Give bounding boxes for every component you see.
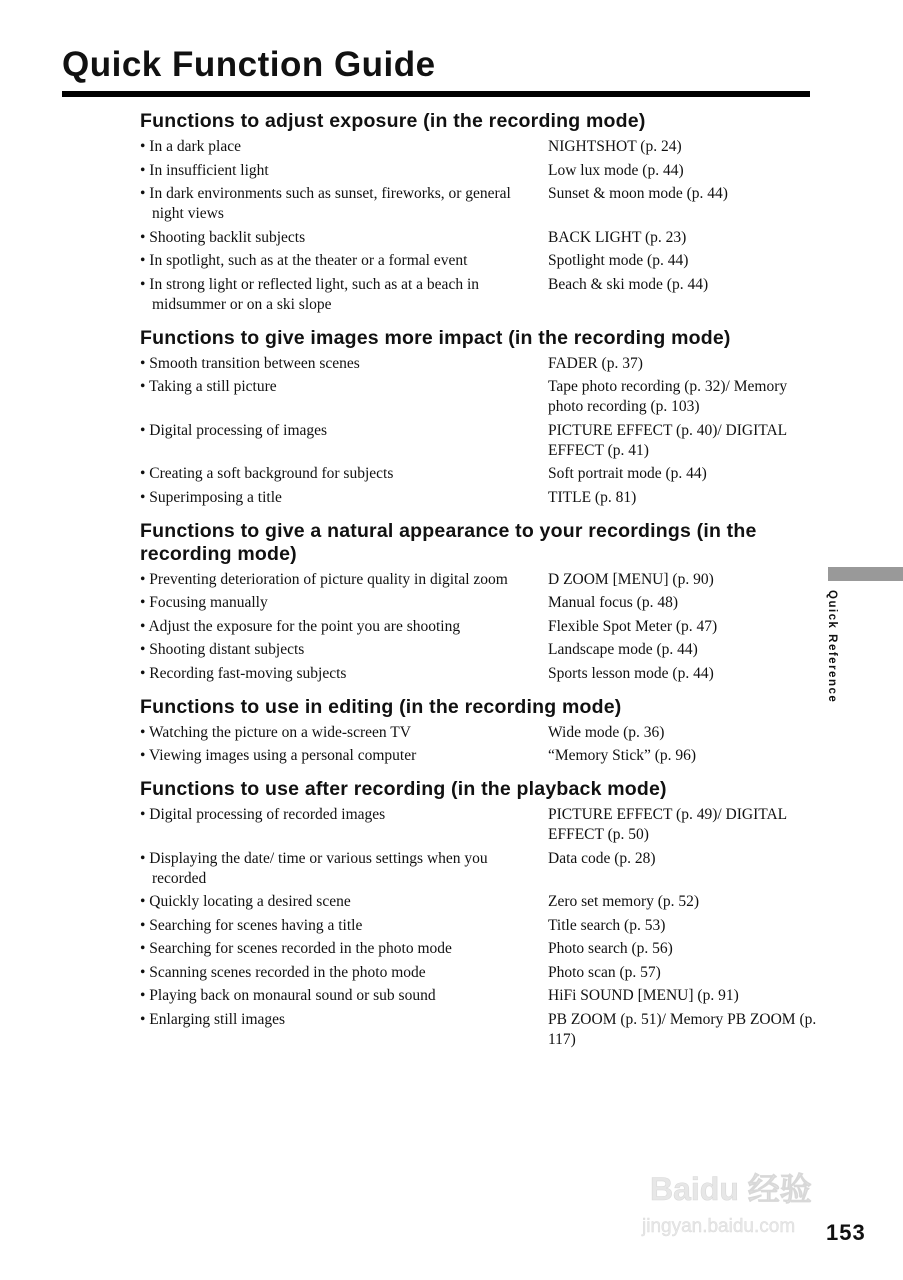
function-reference: HiFi SOUND [MENU] (p. 91): [548, 987, 739, 1004]
function-reference: NIGHTSHOT (p. 24): [548, 138, 682, 155]
function-row: [140, 963, 820, 983]
function-reference: PICTURE EFFECT (p. 49)/ DIGITAL EFFECT (p. 50): [548, 806, 787, 843]
function-situation: • Taking a still picture: [140, 378, 277, 395]
function-situation: • Watching the picture on a wide-screen TV: [140, 723, 411, 741]
section-heading: Functions to use in editing (in the recording mode): [140, 695, 622, 718]
guide-content: [140, 110, 820, 1062]
function-situation: • Searching for scenes recorded in the photo mode: [140, 940, 452, 957]
function-situation: • Digital processing of images: [140, 421, 328, 439]
function-situation: • In a dark place: [140, 138, 241, 155]
section: [140, 327, 820, 508]
function-row: [140, 986, 820, 1006]
function-reference: Wide mode (p. 36): [548, 723, 665, 741]
function-row: [140, 275, 820, 315]
function-reference: Title search (p. 53): [548, 916, 666, 934]
function-situation: • In insufficient light: [140, 161, 269, 179]
function-row: [140, 723, 820, 743]
function-situation: • Enlarging still images: [140, 1010, 286, 1028]
function-situation: • Quickly locating a desired scene: [140, 893, 351, 910]
section-heading: Functions to adjust exposure (in the recording mode): [140, 110, 646, 132]
function-reference: Landscape mode (p. 44): [548, 641, 698, 658]
function-reference: Sports lesson mode (p. 44): [548, 664, 714, 682]
function-reference: Data code (p. 28): [548, 849, 656, 867]
section-heading: Functions to give a natural appearance to your recordings (in the recording mode): [140, 519, 757, 565]
section: [140, 696, 820, 767]
function-reference: FADER (p. 37): [548, 354, 643, 372]
function-situation: • Digital processing of recorded images: [140, 806, 386, 823]
function-situation: • Shooting distant subjects: [140, 641, 305, 658]
function-situation: • In strong light or reflected light, such as at a beach in midsummer or on a ski slope: [140, 275, 480, 313]
function-reference: Spotlight mode (p. 44): [548, 252, 689, 269]
section: [140, 110, 820, 315]
section: [140, 778, 820, 1050]
function-reference: Flexible Spot Meter (p. 47): [548, 617, 718, 635]
function-row: [140, 421, 820, 461]
function-reference: Photo scan (p. 57): [548, 963, 661, 981]
section: [140, 520, 820, 684]
function-reference: Photo search (p. 56): [548, 940, 673, 957]
function-situation: • Recording fast-moving subjects: [140, 664, 347, 682]
function-situation: • Searching for scenes having a title: [140, 916, 363, 934]
function-row: [140, 805, 820, 845]
function-row: [140, 746, 820, 766]
function-row: [140, 354, 820, 374]
function-situation: • Viewing images using a personal computer: [140, 747, 417, 764]
function-row: [140, 939, 820, 959]
function-row: [140, 137, 820, 157]
side-tab-marker: [828, 567, 903, 581]
function-reference: Low lux mode (p. 44): [548, 161, 684, 179]
page-number: 153: [826, 1220, 866, 1245]
function-reference: PICTURE EFFECT (p. 40)/ DIGITAL EFFECT (p. 41): [548, 421, 787, 459]
function-row: [140, 1010, 820, 1050]
function-row: [140, 228, 820, 248]
function-situation: • Focusing manually: [140, 594, 268, 611]
function-situation: • In spotlight, such as at the theater or a formal event: [140, 252, 468, 269]
function-row: [140, 664, 820, 684]
page-title: Quick Function Guide: [62, 45, 436, 84]
baidu-watermark: [640, 1160, 870, 1240]
function-reference: Soft portrait mode (p. 44): [548, 465, 707, 482]
section-heading: Functions to use after recording (in the playback mode): [140, 778, 667, 800]
function-situation: • Adjust the exposure for the point you are shooting: [140, 617, 461, 635]
function-situation: • Playing back on monaural sound or sub sound: [140, 987, 436, 1004]
section-heading: Functions to give images more impact (in the recording mode): [140, 326, 731, 349]
function-situation: • Preventing deterioration of picture quality in digital zoom: [140, 570, 508, 588]
function-situation: • Shooting backlit subjects: [140, 228, 306, 246]
function-reference: PB ZOOM (p. 51)/ Memory PB ZOOM (p. 117): [548, 1010, 817, 1048]
function-row: [140, 593, 820, 613]
function-row: [140, 916, 820, 936]
function-row: [140, 892, 820, 912]
function-situation: • Creating a soft background for subjects: [140, 465, 394, 482]
watermark-brand: Baidu 经验: [650, 1171, 812, 1207]
function-row: [140, 161, 820, 181]
function-situation: • In dark environments such as sunset, fireworks, or general night views: [140, 185, 511, 222]
title-rule: [62, 91, 810, 97]
function-reference: TITLE (p. 81): [548, 488, 637, 506]
function-reference: D ZOOM [MENU] (p. 90): [548, 570, 714, 588]
function-row: [140, 617, 820, 637]
function-row: [140, 464, 820, 484]
function-row: [140, 849, 820, 889]
function-situation: • Scanning scenes recorded in the photo mode: [140, 963, 426, 981]
function-reference: Tape photo recording (p. 32)/ Memory photo recording (p. 103): [548, 378, 788, 415]
function-reference: BACK LIGHT (p. 23): [548, 228, 687, 246]
function-reference: Manual focus (p. 48): [548, 594, 678, 611]
function-row: [140, 640, 820, 660]
function-situation: • Superimposing a title: [140, 488, 282, 506]
watermark-url: jingyan.baidu.com: [642, 1216, 796, 1237]
function-situation: • Smooth transition between scenes: [140, 354, 360, 372]
function-situation: • Displaying the date/ time or various settings when you recorded: [140, 849, 488, 887]
function-row: [140, 377, 820, 417]
function-reference: Sunset & moon mode (p. 44): [548, 185, 728, 202]
function-row: [140, 570, 820, 590]
function-row: [140, 251, 820, 271]
function-reference: Zero set memory (p. 52): [548, 893, 700, 910]
function-reference: “Memory Stick” (p. 96): [548, 747, 697, 764]
sections-container: [140, 110, 820, 1050]
side-label: Quick Reference: [826, 590, 838, 704]
function-row: [140, 184, 820, 224]
function-reference: Beach & ski mode (p. 44): [548, 275, 709, 293]
function-row: [140, 488, 820, 508]
